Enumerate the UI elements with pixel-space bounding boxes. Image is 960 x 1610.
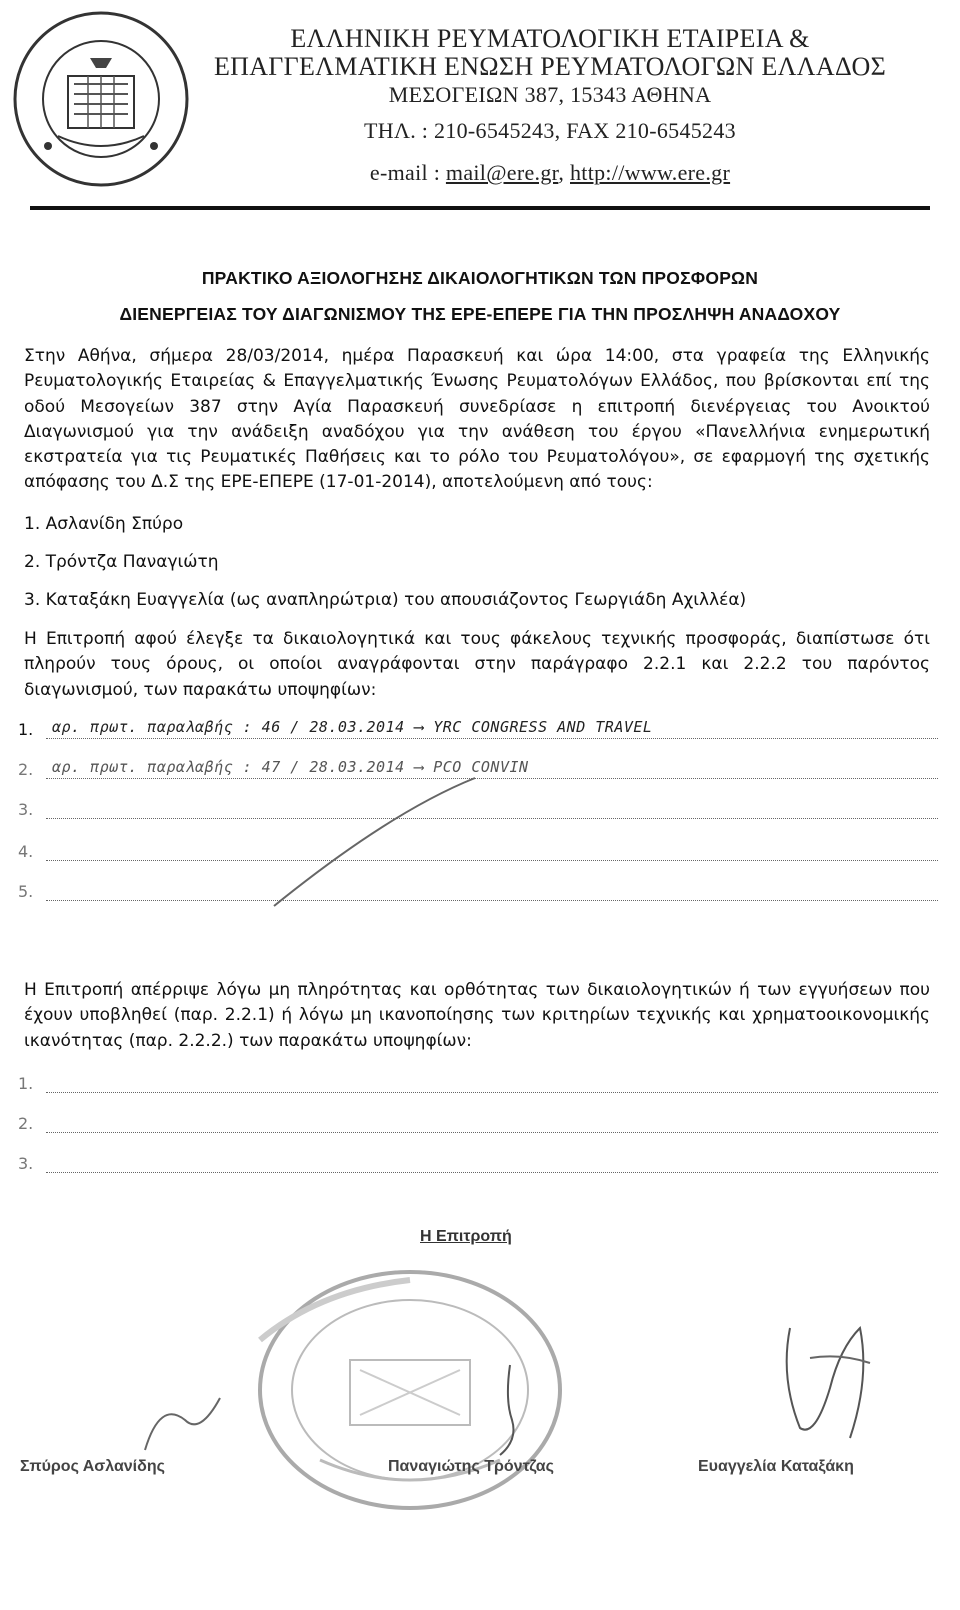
member-item: 1. Ασλανίδη Σπύρο [24, 514, 184, 534]
intro-paragraph: Στην Αθήνα, σήμερα 28/03/2014, ημέρα Παρασκευή και ώρα 14:00, στα γραφεία της Ελληνικής Ρευματολογικής Εταιρείας & Επαγγελματικής Ένωσης Ρευματολόγων Ελλάδος, που βρίσκονται επί της οδού Μεσογείων 387 στην Αγία Παρασκευή συνεδρίασε η επιτροπή διενέργειας του Ανοικτού Διαγωνισμού για την ανάδειξη αναδόχου για την ανάθεση του έργου «Πανελλήνια ενημερωτική εκστρατεία για τις Ρευματικές Παθήσεις και το ρόλο του Ρευματολόγου», σε εφαρμογή της σχετικής απόφασης του Δ.Σ της ΕΡΕ-ΕΠΕΡΕ (17-01-2014), αποτελούμενη από τους: [24, 346, 930, 493]
dotted-line [46, 778, 938, 779]
signatory-name: Παναγιώτης Τρόντζας [388, 1458, 554, 1475]
rejected-paragraph: Η Επιτροπή απέρριψε λόγω μη πληρότητας και ορθότητας των δικαιολογητικών ή των εγγυήσεων που έχουν υποβληθεί (παρ. 2.2.1) ή λόγω μη ικανοποίησης των κριτηρίων τεχνικής και χρηματοοικονομικής ικανότητας (παρ. 2.2.2.) των παρακάτω υποψηφίων: [24, 980, 930, 1051]
rejected-list-item [18, 1074, 938, 1098]
list-number: 3. [18, 1154, 34, 1173]
handwritten-entry: αρ. πρωτ. παραλαβής : 47 / 28.03.2014 ⟶ PCO CONVIN [52, 758, 529, 776]
member-item: 2. Τρόντζα Παναγιώτη [24, 552, 219, 572]
email-link[interactable]: mail@ere.gr [445, 160, 559, 185]
org-name-line1: ΕΛΛΗΝΙΚΗ ΡΕΥΜΑΤΟΛΟΓΙΚΗ ΕΤΑΙΡΕΙΑ & [290, 24, 810, 53]
accepted-paragraph: Η Επιτροπή αφού έλεγξε τα δικαιολογητικά και τους φάκελους τεχνικής προσφοράς, διαπίστωσε ότι πληρούν τους όρους, οι οποίοι αναγράφονται στην παράγραφο 2.2.1 και 2.2.2 του παρόντος διαγωνισμού, των παρακάτω υποψηφίων: [24, 629, 930, 700]
dotted-line [46, 900, 938, 901]
list-number: 3. [18, 800, 34, 819]
header-rule [30, 206, 930, 210]
list-number: 2. [18, 760, 34, 779]
dotted-line [46, 738, 938, 739]
dotted-line [46, 860, 938, 861]
org-address: ΜΕΣΟΓΕΙΩΝ 387, 15343 ΑΘΗΝΑ [388, 82, 712, 107]
seal-logo [8, 6, 194, 192]
contact-separator: , [558, 160, 570, 185]
org-contact [200, 160, 900, 186]
rejected-list-item [18, 1114, 938, 1138]
signature-mark [770, 1318, 890, 1448]
document-title: ΠΡΑΚΤΙΚΟ ΑΞΙΟΛΟΓΗΣΗΣ ΔΙΚΑΙΟΛΟΓΗΤΙΚΩΝ ΤΩΝ ΠΡΟΣΦΟΡΩΝ [201, 268, 759, 288]
dotted-line [46, 1092, 938, 1093]
list-number: 2. [18, 1114, 34, 1133]
list-number: 5. [18, 882, 34, 901]
signature-mark [140, 1390, 230, 1460]
committee-label: Η Επιτροπή [420, 1228, 512, 1245]
list-number: 4. [18, 842, 34, 861]
document-subtitle: ΔΙΕΝΕΡΓΕΙΑΣ ΤΟΥ ΔΙΑΓΩΝΙΣΜΟΥ ΤΗΣ ΕΡΕ-ΕΠΕΡΕ ΓΙΑ ΤΗΝ ΠΡΟΣΛΗΨΗ ΑΝΑΔΟΧΟΥ [119, 304, 841, 324]
rejected-list-item [18, 1154, 938, 1178]
email-label: e-mail : [369, 160, 446, 185]
dotted-line [46, 818, 938, 819]
org-name-line2: ΕΠΑΓΓΕΛΜΑΤΙΚΗ ΕΝΩΣΗ ΡΕΥΜΑΤΟΛΟΓΩΝ ΕΛΛΑΔΟΣ [213, 52, 887, 81]
website-link[interactable]: http://www.ere.gr [570, 160, 731, 185]
accepted-list-item [18, 720, 938, 744]
dotted-line [46, 1172, 938, 1173]
dotted-line [46, 1132, 938, 1133]
org-phone: ΤΗΛ. : 210-6545243, FAX 210-6545243 [364, 118, 736, 143]
cancel-stroke [270, 772, 480, 912]
list-number: 1. [18, 1074, 34, 1093]
member-item: 3. Καταξάκη Ευαγγελία (ως αναπληρώτρια) του απουσιάζοντος Γεωργιάδη Αχιλλέα) [24, 590, 747, 610]
signatory-name: Σπύρος Ασλανίδης [20, 1458, 165, 1475]
signature-mark [470, 1360, 550, 1460]
handwritten-entry: αρ. πρωτ. παραλαβής : 46 / 28.03.2014 ⟶ YRC CONGRESS AND TRAVEL [52, 718, 653, 736]
list-number: 1. [18, 720, 34, 739]
signatory-name: Ευαγγελία Καταξάκη [698, 1458, 854, 1475]
